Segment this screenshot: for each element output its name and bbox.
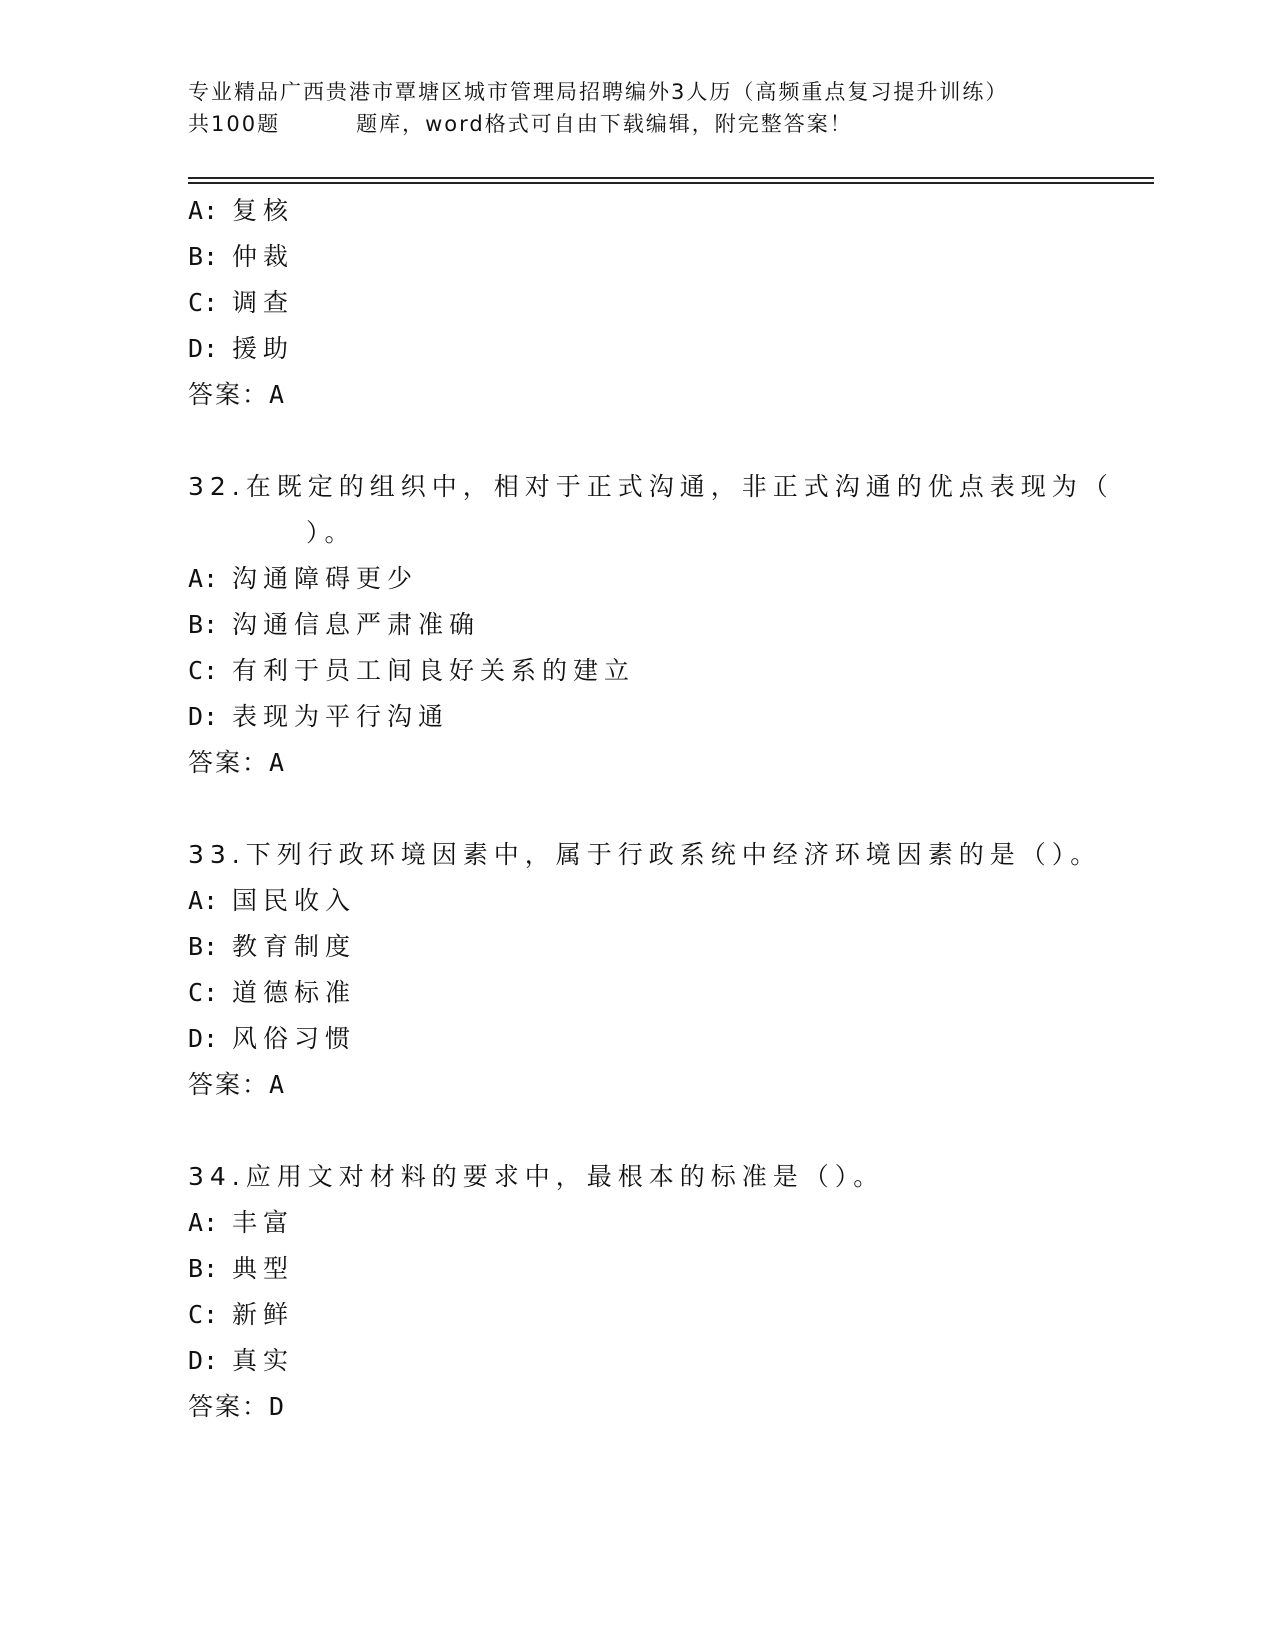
- option-text: 国民收入: [232, 886, 357, 915]
- question-list: [188, 188, 1154, 1430]
- question-text-continuation: ）。: [306, 518, 356, 547]
- option-c: [188, 280, 1154, 326]
- option-letter: D:: [188, 702, 219, 731]
- option-text: 援助: [232, 334, 295, 363]
- option-letter: A:: [188, 196, 219, 225]
- option-a: [188, 188, 1154, 234]
- question-31-continued: [188, 188, 1154, 418]
- header-subtitle-line: [188, 108, 1148, 140]
- answer-label: 答案：: [188, 380, 270, 409]
- question-33: [188, 832, 1154, 1108]
- option-letter: A:: [188, 1208, 219, 1237]
- option-d: [188, 1338, 1154, 1384]
- option-d: [188, 326, 1154, 372]
- option-text: 教育制度: [232, 932, 357, 961]
- header-divider-bottom: [188, 182, 1154, 184]
- option-letter: C:: [188, 978, 219, 1007]
- option-letter: D:: [188, 334, 219, 363]
- option-letter: B:: [188, 242, 219, 271]
- option-letter: C:: [188, 1300, 219, 1329]
- question-text: 34.应用文对材料的要求中，最根本的标准是（）。: [188, 1162, 885, 1191]
- header-description: 题库，word格式可自由下载编辑，附完整答案！: [356, 112, 853, 136]
- header-divider-top: [188, 177, 1154, 179]
- option-text: 有利于员工间良好关系的建立: [232, 656, 636, 685]
- option-letter: D:: [188, 1024, 219, 1053]
- option-b: [188, 924, 1154, 970]
- answer-value: A: [269, 380, 285, 409]
- option-a: [188, 556, 1154, 602]
- option-text: 丰富: [232, 1208, 295, 1237]
- question-text: 33.下列行政环境因素中，属于行政系统中经济环境因素的是（）。: [188, 840, 1102, 869]
- option-text: 典型: [232, 1254, 295, 1283]
- option-text: 风俗习惯: [232, 1024, 357, 1053]
- answer-label: 答案：: [188, 748, 270, 777]
- option-letter: B:: [188, 610, 219, 639]
- header-title-line: 专业精品广西贵港市覃塘区城市管理局招聘编外3人历（高频重点复习提升训练）: [188, 80, 1009, 104]
- option-c: [188, 970, 1154, 1016]
- answer-label: 答案：: [188, 1392, 270, 1421]
- answer-value: A: [269, 1070, 285, 1099]
- document-header: [188, 76, 1148, 140]
- header-question-count: 共100题: [188, 112, 281, 136]
- option-text: 真实: [232, 1346, 295, 1375]
- option-letter: D:: [188, 1346, 219, 1375]
- option-a: [188, 1200, 1154, 1246]
- option-b: [188, 602, 1154, 648]
- answer-line: [188, 1384, 1154, 1430]
- option-d: [188, 1016, 1154, 1062]
- option-letter: B:: [188, 1254, 219, 1283]
- option-a: [188, 878, 1154, 924]
- option-text: 沟通障碍更少: [232, 564, 419, 593]
- option-letter: C:: [188, 288, 219, 317]
- option-letter: A:: [188, 886, 219, 915]
- question-34: [188, 1154, 1154, 1430]
- option-text: 复核: [232, 196, 295, 225]
- option-text: 道德标准: [232, 978, 357, 1007]
- option-text: 调查: [232, 288, 295, 317]
- answer-value: A: [269, 748, 285, 777]
- option-text: 仲裁: [232, 242, 295, 271]
- option-letter: B:: [188, 932, 219, 961]
- option-b: [188, 1246, 1154, 1292]
- option-c: [188, 1292, 1154, 1338]
- option-d: [188, 694, 1154, 740]
- option-text: 沟通信息严肃准确: [232, 610, 481, 639]
- question-text: 32.在既定的组织中，相对于正式沟通，非正式沟通的优点表现为（: [188, 472, 1114, 501]
- question-32: [188, 464, 1154, 786]
- option-letter: C:: [188, 656, 219, 685]
- option-b: [188, 234, 1154, 280]
- option-text: 表现为平行沟通: [232, 702, 450, 731]
- answer-label: 答案：: [188, 1070, 270, 1099]
- option-text: 新鲜: [232, 1300, 295, 1329]
- answer-value: D: [269, 1392, 285, 1421]
- answer-line: [188, 740, 1154, 786]
- option-letter: A:: [188, 564, 219, 593]
- answer-line: [188, 372, 1154, 418]
- answer-line: [188, 1062, 1154, 1108]
- option-c: [188, 648, 1154, 694]
